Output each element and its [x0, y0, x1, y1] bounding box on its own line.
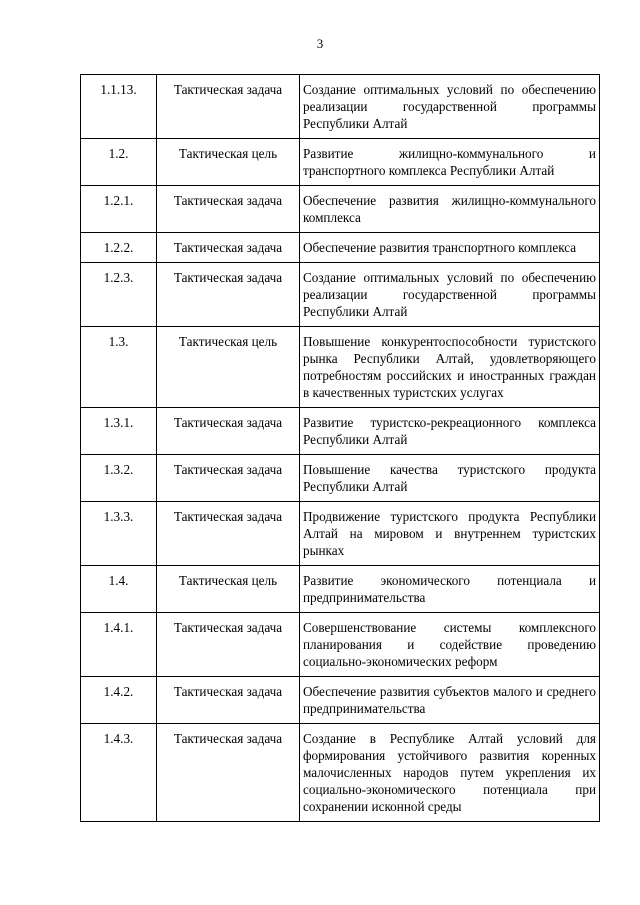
- row-number: 1.2.3.: [81, 263, 157, 327]
- table-row: [81, 186, 600, 233]
- row-number: 1.4.1.: [81, 613, 157, 677]
- row-number: 1.2.2.: [81, 233, 157, 263]
- row-number: 1.4.3.: [81, 724, 157, 822]
- table-row: [81, 613, 600, 677]
- page-number: 3: [316, 36, 324, 51]
- row-type: Тактическая задача: [157, 75, 300, 139]
- row-number: 1.3.2.: [81, 455, 157, 502]
- table-row: [81, 233, 600, 263]
- row-type: Тактическая цель: [157, 327, 300, 408]
- row-type: Тактическая задача: [157, 613, 300, 677]
- row-number: 1.4.: [81, 566, 157, 613]
- table-row: [81, 327, 600, 408]
- row-type: Тактическая задача: [157, 455, 300, 502]
- row-type: Тактическая задача: [157, 724, 300, 822]
- row-number: 1.1.13.: [81, 75, 157, 139]
- row-description: Продвижение туристского продукта Республики Алтай на мировом и внутреннем туристских рынках: [300, 502, 600, 566]
- row-description: Обеспечение развития транспортного комплекса: [300, 233, 600, 263]
- table-row: [81, 75, 600, 139]
- row-description: Создание в Республике Алтай условий для формирования устойчивого развития коренных малочисленных народов путем укрепления их социально-экономического потенциала при сохранении исконной среды: [300, 724, 600, 822]
- row-description: Развитие жилищно-коммунального и транспортного комплекса Республики Алтай: [300, 139, 600, 186]
- row-number: 1.3.1.: [81, 408, 157, 455]
- row-description: Создание оптимальных условий по обеспечению реализации государственной программы Республики Алтай: [300, 263, 600, 327]
- table-row: [81, 408, 600, 455]
- table-row: [81, 677, 600, 724]
- table-row: [81, 502, 600, 566]
- table-row: [81, 139, 600, 186]
- row-description: Повышение конкурентоспособности туристского рынка Республики Алтай, удовлетворяющего потребностям российских и иностранных граждан в качественных туристских услугах: [300, 327, 600, 408]
- row-type: Тактическая задача: [157, 263, 300, 327]
- table-row: [81, 566, 600, 613]
- row-type: Тактическая задача: [157, 502, 300, 566]
- row-description: Совершенствование системы комплексного планирования и содействие проведению социально-экономических реформ: [300, 613, 600, 677]
- row-number: 1.3.: [81, 327, 157, 408]
- row-description: Повышение качества туристского продукта Республики Алтай: [300, 455, 600, 502]
- row-description: Обеспечение развития субъектов малого и среднего предпринимательства: [300, 677, 600, 724]
- row-description: Развитие экономического потенциала и предпринимательства: [300, 566, 600, 613]
- row-description: Создание оптимальных условий по обеспечению реализации государственной программы Республики Алтай: [300, 75, 600, 139]
- row-number: 1.4.2.: [81, 677, 157, 724]
- table-row: [81, 455, 600, 502]
- row-number: 1.2.: [81, 139, 157, 186]
- row-type: Тактическая задача: [157, 186, 300, 233]
- row-description: Обеспечение развития жилищно-коммунального комплекса: [300, 186, 600, 233]
- row-type: Тактическая задача: [157, 408, 300, 455]
- row-description: Развитие туристско-рекреационного комплекса Республики Алтай: [300, 408, 600, 455]
- goals-table: [80, 74, 600, 822]
- table-row: [81, 263, 600, 327]
- row-type: Тактическая задача: [157, 677, 300, 724]
- table-row: [81, 724, 600, 822]
- row-type: Тактическая цель: [157, 566, 300, 613]
- row-type: Тактическая задача: [157, 233, 300, 263]
- row-number: 1.3.3.: [81, 502, 157, 566]
- row-type: Тактическая цель: [157, 139, 300, 186]
- row-number: 1.2.1.: [81, 186, 157, 233]
